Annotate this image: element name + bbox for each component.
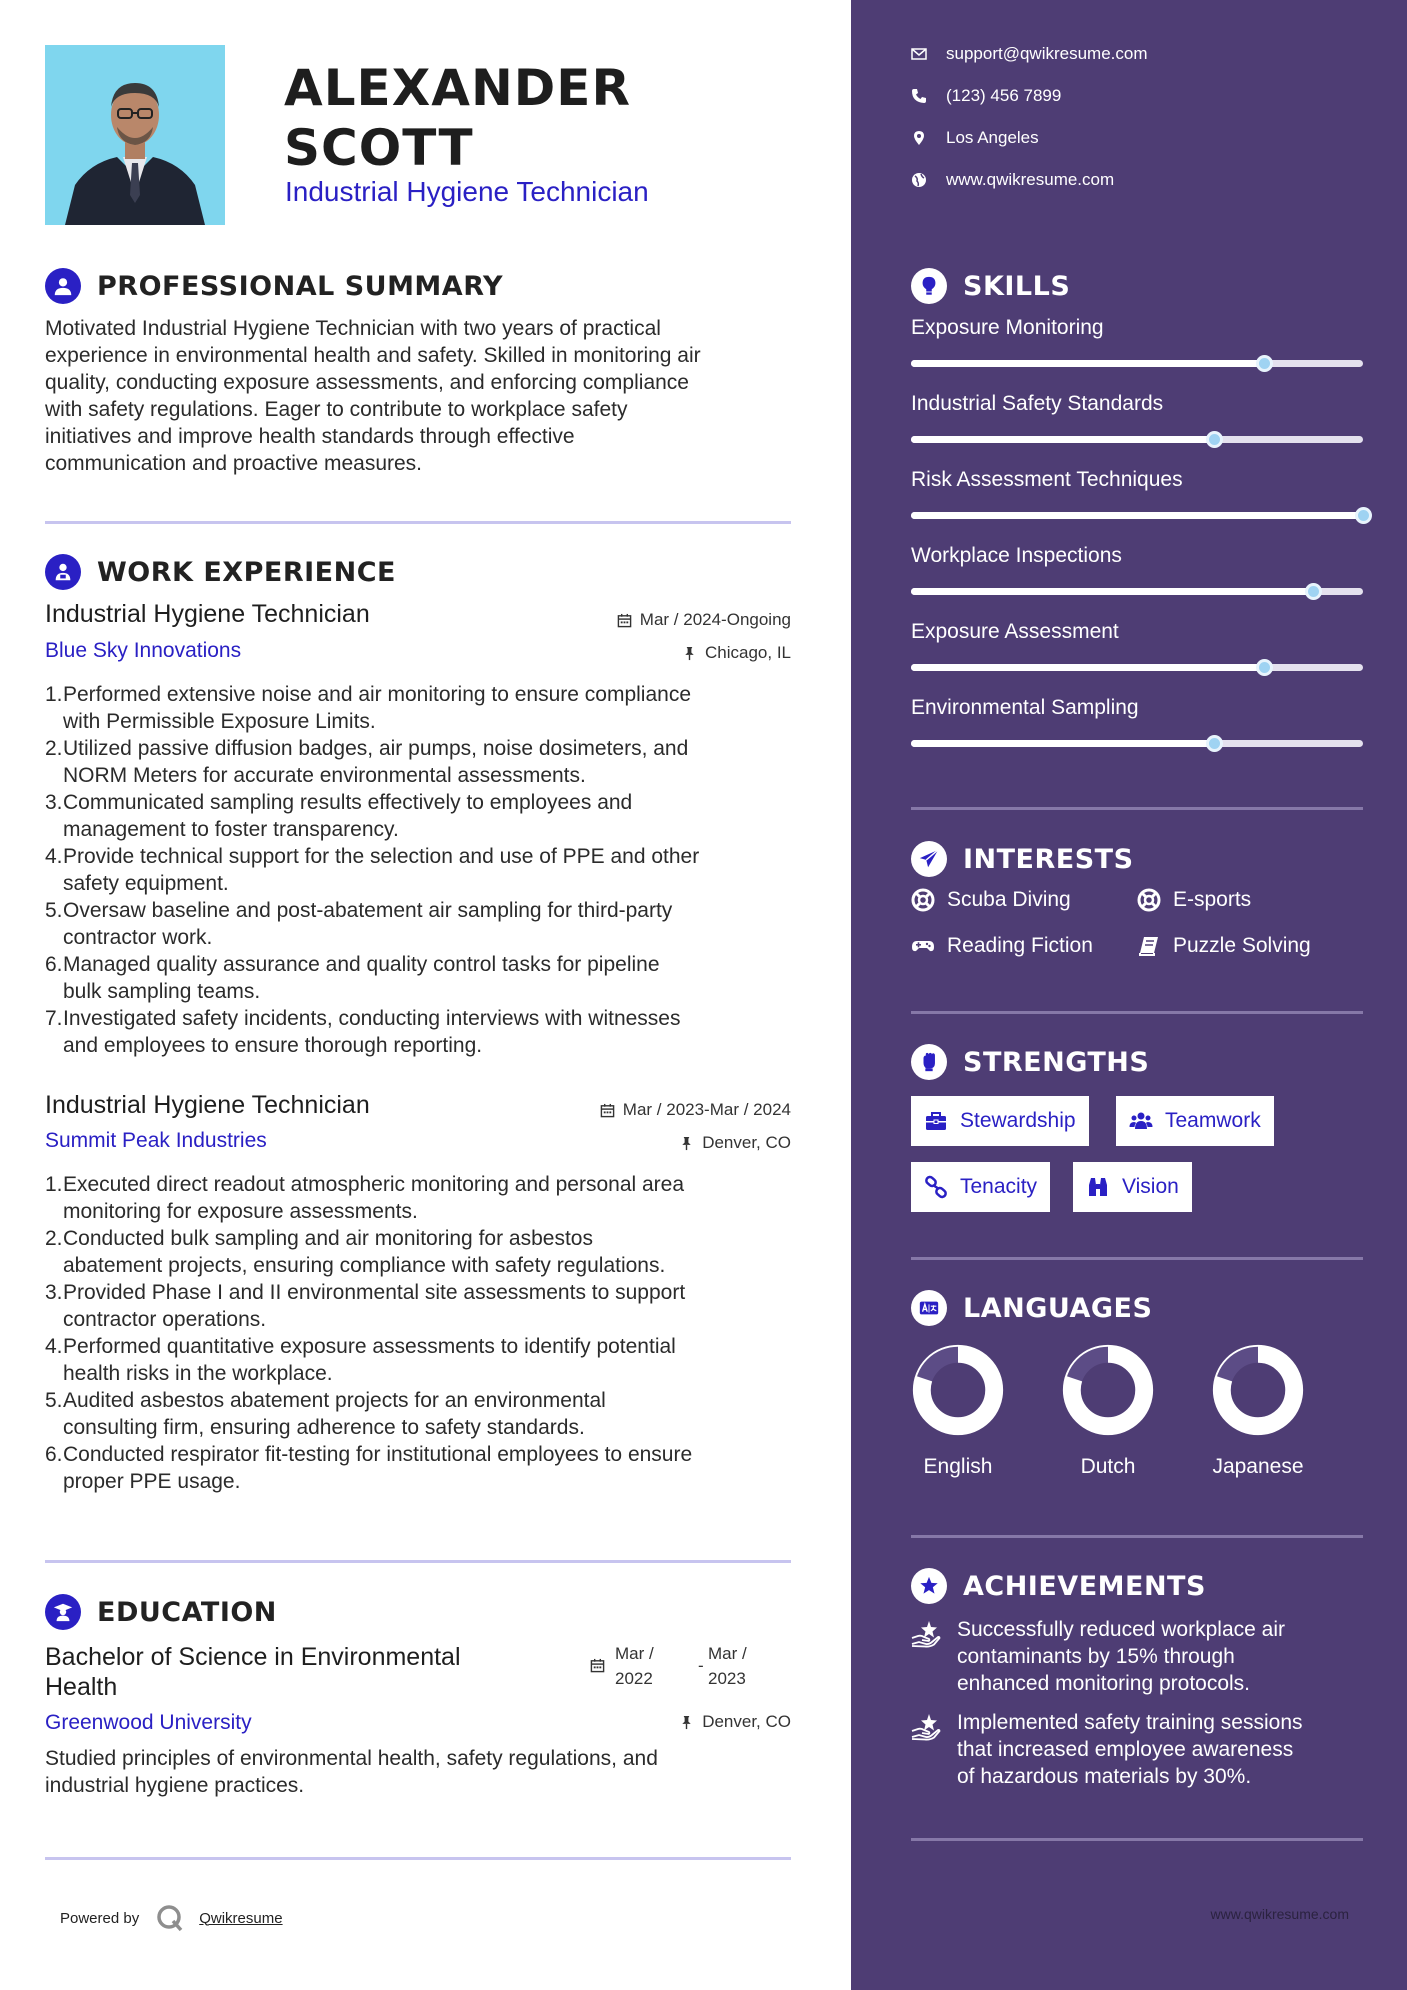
section-divider xyxy=(911,807,1363,810)
skill-label: Industrial Safety Standards xyxy=(911,392,1164,415)
interest-item xyxy=(1137,934,1311,958)
edu-location-text: Denver, CO xyxy=(702,1712,791,1731)
job-dates-text: Mar / 2023-Mar / 2024 xyxy=(622,1100,791,1119)
achievement-item xyxy=(911,1709,1371,1790)
briefcase-user-icon xyxy=(45,554,81,590)
list-item: 3. Provided Phase I and II environmental site assessments to support contractor operations. xyxy=(45,1281,686,1331)
achievement-line: that increased employee awareness xyxy=(957,1738,1294,1761)
achievement-line: enhanced monitoring protocols. xyxy=(957,1672,1251,1695)
job-bullets xyxy=(45,1171,800,1495)
section-divider xyxy=(45,1857,791,1860)
degree-line: Health xyxy=(45,1673,118,1701)
link-icon xyxy=(924,1175,948,1199)
interest-label: Puzzle Solving xyxy=(1173,934,1311,957)
strength-chip xyxy=(911,1162,1050,1212)
language-label: Japanese xyxy=(1212,1455,1304,1478)
summary-line: Motivated Industrial Hygiene Technician with two years of practical xyxy=(45,317,661,340)
edu-start-date: Mar / 2022 xyxy=(615,1644,654,1688)
achievements-section-header xyxy=(911,1568,1206,1604)
binoculars-icon xyxy=(1086,1175,1110,1199)
calendar-icon xyxy=(590,1658,605,1673)
skill-bar-fill xyxy=(911,360,1264,367)
skill-bar xyxy=(911,740,1363,747)
powered-by-label: Powered by xyxy=(60,1909,140,1927)
summary-section-header xyxy=(45,268,503,304)
candidate-title: Industrial Hygiene Technician xyxy=(285,176,649,207)
skill-bar-fill xyxy=(911,740,1214,747)
achievement-line: Implemented safety training sessions xyxy=(957,1711,1303,1734)
section-divider xyxy=(911,1535,1363,1538)
job-dates xyxy=(617,610,791,630)
summary-heading: PROFESSIONAL SUMMARY xyxy=(97,270,504,302)
skill-bar-fill xyxy=(911,436,1214,443)
languages-heading: LANGUAGES xyxy=(963,1292,1153,1324)
name-line-2: SCOTT xyxy=(284,119,474,177)
job-title: Industrial Hygiene Technician xyxy=(45,1091,370,1119)
language-item xyxy=(1198,1343,1318,1479)
job-location-text: Denver, CO xyxy=(702,1133,791,1152)
list-item: 7. Investigated safety incidents, conducting interviews with witnesses and employees to ensure thorough reporting. xyxy=(45,1007,681,1057)
job-dates-text: Mar / 2024-Ongoing xyxy=(639,610,791,629)
company-name: Blue Sky Innovations xyxy=(45,639,242,662)
lifebuoy-icon xyxy=(911,888,935,912)
education-description: Studied principles of environmental health, safety regulations, and industrial hygiene practices. xyxy=(45,1747,658,1797)
list-item: 5. Oversaw baseline and post-abatement air sampling for third-party contractor work. xyxy=(45,899,673,949)
language-item xyxy=(1048,1343,1168,1479)
strength-chip xyxy=(911,1096,1089,1146)
location-text: Los Angeles xyxy=(946,128,1039,147)
skill-level-knob xyxy=(1206,431,1223,448)
paper-plane-icon xyxy=(911,841,947,877)
skill-level-knob xyxy=(1305,583,1322,600)
degree-title xyxy=(45,1642,461,1702)
achievement-item xyxy=(911,1616,1371,1697)
contact-email[interactable] xyxy=(911,44,1148,64)
skill-level-knob xyxy=(1206,735,1223,752)
list-item: 4. Provide technical support for the selection and use of PPE and other safety equipment. xyxy=(45,845,700,895)
list-item: 1. Executed direct readout atmospheric monitoring and personal area monitoring for exposure assessments. xyxy=(45,1173,685,1223)
summary-line: initiatives and improve health standards through effective xyxy=(45,425,575,448)
briefcase-icon xyxy=(924,1109,948,1133)
interest-label: E-sports xyxy=(1173,888,1252,911)
skill-label: Environmental Sampling xyxy=(911,696,1139,719)
work-heading: WORK EXPERIENCE xyxy=(97,556,396,588)
name-line-1: ALEXANDER xyxy=(284,59,631,117)
qwikresume-logo-icon xyxy=(155,1903,185,1933)
interest-item xyxy=(911,934,1093,958)
skill-level-knob xyxy=(1355,507,1372,524)
section-divider xyxy=(45,521,791,524)
fist-icon xyxy=(911,1044,947,1080)
list-item: 2. Utilized passive diffusion badges, air pumps, noise dosimeters, and NORM Meters for accurate environmental assessments. xyxy=(45,737,689,787)
candidate-name xyxy=(284,58,631,178)
summary-line: quality, conducting exposure assessments, and enforcing compliance xyxy=(45,371,689,394)
strength-label: Teamwork xyxy=(1165,1109,1261,1132)
summary-text xyxy=(45,315,795,477)
job-location xyxy=(679,1133,791,1153)
achievement-line: Successfully reduced workplace air xyxy=(957,1618,1285,1641)
language-label: Dutch xyxy=(1080,1455,1136,1478)
strengths-section-header xyxy=(911,1044,1149,1080)
calendar-icon xyxy=(600,1103,615,1118)
strength-chip xyxy=(1116,1096,1274,1146)
footer-url[interactable]: www.qwikresume.com xyxy=(1210,1906,1349,1922)
lifebuoy-icon xyxy=(1137,888,1161,912)
star-hand-icon xyxy=(911,1618,941,1648)
contact-location xyxy=(911,128,1039,148)
list-item: 3. Communicated sampling results effectively to employees and management to foster transparency. xyxy=(45,791,633,841)
skill-label: Risk Assessment Techniques xyxy=(911,468,1183,491)
skill-label: Exposure Assessment xyxy=(911,620,1119,643)
interests-section-header xyxy=(911,841,1134,877)
skills-heading: SKILLS xyxy=(963,270,1071,302)
edu-end-date: Mar / 2023 xyxy=(708,1644,747,1688)
section-divider xyxy=(911,1838,1363,1841)
sidebar xyxy=(851,0,1407,1990)
skill-bar xyxy=(911,436,1363,443)
degree-line: Bachelor of Science in Environmental xyxy=(45,1643,461,1671)
summary-line: with safety regulations. Eager to contribute to workplace safety xyxy=(45,398,628,421)
edu-date-dash: - xyxy=(698,1656,704,1675)
skill-bar xyxy=(911,664,1363,671)
language-ring xyxy=(1061,1343,1155,1437)
graduate-icon xyxy=(45,1594,81,1630)
skill-label: Workplace Inspections xyxy=(911,544,1122,567)
gamepad-icon xyxy=(911,934,935,958)
company-name: Summit Peak Industries xyxy=(45,1129,267,1152)
envelope-icon xyxy=(911,46,927,62)
strength-label: Tenacity xyxy=(960,1175,1038,1198)
star-badge-icon xyxy=(911,1568,947,1604)
powered-by xyxy=(60,1903,283,1933)
skill-bar-fill xyxy=(911,588,1313,595)
skill-bar xyxy=(911,360,1363,367)
job-location-text: Chicago, IL xyxy=(705,643,791,662)
summary-line: experience in environmental health and safety. Skilled in monitoring air xyxy=(45,344,701,367)
interest-item xyxy=(911,888,1071,912)
interest-label: Reading Fiction xyxy=(947,934,1093,957)
contact-website[interactable] xyxy=(911,170,1114,190)
school-name: Greenwood University xyxy=(45,1711,252,1734)
section-divider xyxy=(911,1257,1363,1260)
qwikresume-link[interactable]: Qwikresume xyxy=(199,1909,283,1927)
globe-icon xyxy=(911,172,927,188)
list-item: 1. Performed extensive noise and air monitoring to ensure compliance with Permissible Exposure Limits. xyxy=(45,683,692,733)
contact-phone[interactable] xyxy=(911,86,1061,106)
calendar-icon xyxy=(617,613,632,628)
interests-heading: INTERESTS xyxy=(963,843,1134,875)
achievement-line: contaminants by 15% through xyxy=(957,1645,1235,1668)
language-ring xyxy=(911,1343,1005,1437)
pin-icon xyxy=(679,1715,694,1730)
interest-label: Scuba Diving xyxy=(947,888,1071,911)
job-dates xyxy=(600,1100,791,1120)
language-ring xyxy=(1211,1343,1305,1437)
languages-section-header xyxy=(911,1290,1152,1326)
language-item xyxy=(898,1343,1018,1479)
phone-icon xyxy=(911,88,927,104)
skill-bar-fill xyxy=(911,512,1363,519)
list-item: 6. Managed quality assurance and quality control tasks for pipeline bulk sampling teams. xyxy=(45,953,660,1003)
user-icon xyxy=(45,268,81,304)
lightbulb-icon xyxy=(911,268,947,304)
edu-location xyxy=(679,1712,791,1732)
skill-bar-fill xyxy=(911,664,1264,671)
email-text: support@qwikresume.com xyxy=(946,44,1148,63)
phone-text: (123) 456 7899 xyxy=(946,86,1062,105)
section-divider xyxy=(45,1560,791,1563)
job-bullets xyxy=(45,681,800,1059)
work-section-header xyxy=(45,554,396,590)
skill-bar xyxy=(911,588,1363,595)
skill-level-knob xyxy=(1256,659,1273,676)
pin-icon xyxy=(682,646,697,661)
profile-photo xyxy=(45,45,225,225)
interest-item xyxy=(1137,888,1251,912)
strength-label: Vision xyxy=(1122,1175,1179,1198)
users-icon xyxy=(1129,1109,1153,1133)
summary-line: communication and proactive measures. xyxy=(45,452,423,475)
achievement-line: of hazardous materials by 30%. xyxy=(957,1765,1252,1788)
strength-chip xyxy=(1073,1162,1192,1212)
strengths-heading: STRENGTHS xyxy=(963,1046,1150,1078)
job-location xyxy=(682,643,791,663)
map-pin-icon xyxy=(911,130,927,146)
education-heading: EDUCATION xyxy=(97,1596,277,1628)
education-section-header xyxy=(45,1594,277,1630)
strength-label: Stewardship xyxy=(960,1109,1076,1132)
skill-bar xyxy=(911,512,1363,519)
list-item: 4. Performed quantitative exposure assessments to identify potential health risks in the workplace. xyxy=(45,1335,676,1385)
achievements-heading: ACHIEVEMENTS xyxy=(963,1570,1206,1602)
list-item: 2. Conducted bulk sampling and air monitoring for asbestos abatement projects, ensuring compliance with safety regulations. xyxy=(45,1227,666,1277)
section-divider xyxy=(911,1011,1363,1014)
list-item: 5. Audited asbestos abatement projects for an environmental consulting firm, ensuring adherence to safety standards. xyxy=(45,1389,606,1439)
book-icon xyxy=(1137,934,1161,958)
skill-level-knob xyxy=(1256,355,1273,372)
language-icon xyxy=(911,1290,947,1326)
website-text: www.qwikresume.com xyxy=(946,170,1115,189)
skill-label: Exposure Monitoring xyxy=(911,316,1104,339)
pin-icon xyxy=(679,1136,694,1151)
skills-section-header xyxy=(911,268,1070,304)
star-hand-icon xyxy=(911,1711,941,1741)
list-item: 6. Conducted respirator fit-testing for institutional employees to ensure proper PPE usage. xyxy=(45,1443,693,1493)
language-label: English xyxy=(923,1455,993,1478)
job-title: Industrial Hygiene Technician xyxy=(45,600,370,628)
